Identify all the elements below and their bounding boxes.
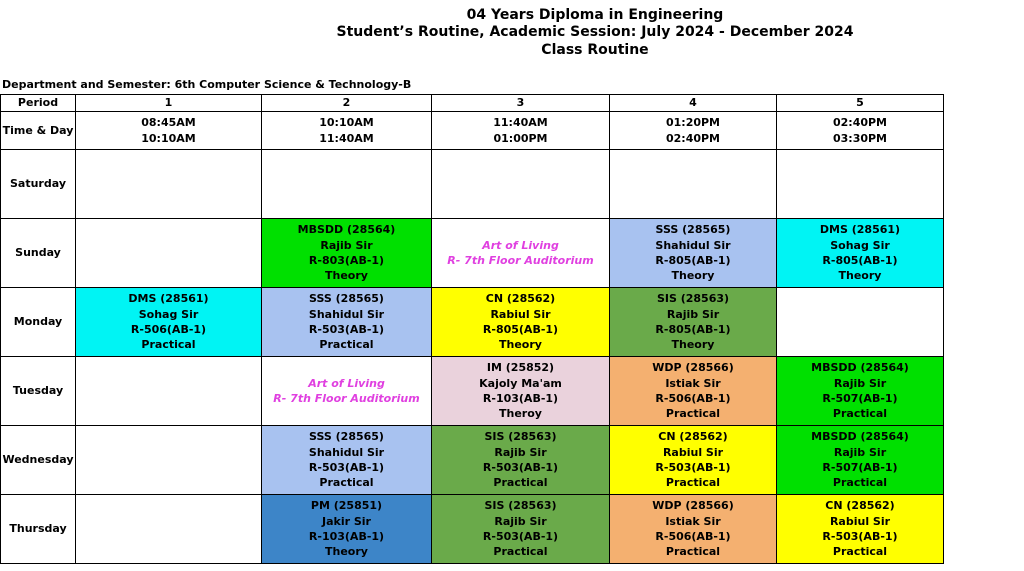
time-end: 03:30PM	[832, 131, 888, 145]
empty-cell	[262, 150, 432, 219]
class-cell-line: R-503(AB-1)	[482, 530, 559, 543]
period-time	[76, 112, 262, 150]
time-row	[1, 112, 944, 150]
class-cell-line: Practical	[832, 476, 888, 490]
class-cell-line: R-805(AB-1)	[655, 254, 731, 267]
class-cell	[432, 219, 610, 288]
class-cell	[76, 288, 262, 357]
empty-cell	[610, 150, 777, 219]
class-cell-line: Theory	[838, 269, 882, 283]
time-day-label: Time & Day	[1, 112, 76, 150]
day-label: Sunday	[1, 219, 76, 288]
class-cell-line: Shahidul Sir	[308, 445, 385, 459]
class-cell-line: Practical	[832, 407, 888, 421]
class-cell-line: R- 7th Floor Auditorium	[273, 392, 420, 405]
class-cell-line: Rabiul Sir	[829, 514, 891, 528]
class-cell-line: CN (28562)	[485, 292, 556, 306]
class-cell-line: R-507(AB-1)	[822, 461, 898, 474]
period-time	[432, 112, 610, 150]
class-cell	[432, 495, 610, 564]
class-cell	[777, 426, 944, 495]
class-cell-line: Theory	[671, 269, 715, 283]
class-cell-line: WDP (28566)	[652, 499, 734, 513]
class-cell	[262, 495, 432, 564]
class-cell	[262, 426, 432, 495]
class-cell-line: SIS (28563)	[656, 292, 730, 306]
class-cell	[610, 219, 777, 288]
class-cell-line: R-503(AB-1)	[822, 530, 898, 543]
class-cell-line: R-506(AB-1)	[655, 392, 731, 405]
class-cell-line: Istiak Sir	[665, 376, 721, 390]
class-cell-line: Shahidul Sir	[308, 307, 385, 321]
empty-cell	[432, 150, 610, 219]
time-end: 10:10AM	[141, 131, 196, 145]
class-cell-line: Rajib Sir	[666, 307, 720, 321]
empty-cell	[777, 288, 944, 357]
class-cell	[610, 288, 777, 357]
class-cell-line: Practical	[319, 476, 374, 490]
class-cell-line: SSS (28565)	[309, 292, 384, 306]
class-cell-line: R-803(AB-1)	[308, 254, 385, 267]
day-label: Tuesday	[1, 357, 76, 426]
class-cell-line: R-805(AB-1)	[822, 254, 898, 267]
class-cell-line: Practical	[665, 407, 721, 421]
class-cell-line: Istiak Sir	[665, 514, 721, 528]
day-row-sunday	[1, 219, 944, 288]
time-start: 10:10AM	[319, 116, 374, 130]
empty-cell	[76, 219, 262, 288]
class-cell-line: R-507(AB-1)	[822, 392, 898, 405]
class-cell	[777, 357, 944, 426]
title-session: Student’s Routine, Academic Session: July 2024 - December 2024	[336, 24, 854, 40]
class-cell	[777, 219, 944, 288]
class-cell	[432, 426, 610, 495]
class-cell-line: Rajib Sir	[494, 445, 547, 459]
day-row-wednesday	[1, 426, 944, 495]
class-cell-line: PM (25851)	[310, 499, 383, 513]
class-cell	[777, 495, 944, 564]
class-cell-line: Rajib Sir	[833, 376, 887, 390]
day-row-saturday	[1, 150, 944, 219]
time-end: 01:00PM	[493, 131, 548, 145]
class-cell-line: Art of Living	[308, 376, 385, 390]
period-time	[777, 112, 944, 150]
title-class-routine: Class Routine	[541, 42, 649, 58]
time-start: 02:40PM	[832, 116, 888, 130]
class-cell-line: R-503(AB-1)	[308, 323, 385, 336]
class-cell-line: CN (28562)	[825, 499, 895, 513]
day-row-monday	[1, 288, 944, 357]
class-cell-line: DMS (28561)	[819, 223, 901, 237]
class-cell-line: Practical	[665, 545, 721, 559]
period-number: 2	[262, 95, 432, 112]
class-cell-line: Practical	[493, 476, 548, 490]
time-start: 01:20PM	[665, 116, 721, 130]
period-number: 1	[76, 95, 262, 112]
day-label: Monday	[1, 288, 76, 357]
class-cell-line: MBSDD (28564)	[811, 361, 909, 375]
empty-cell	[777, 150, 944, 219]
class-cell-line: MBSDD (28564)	[297, 223, 396, 237]
class-cell-line: Practical	[493, 545, 548, 559]
class-cell-line: SIS (28563)	[484, 499, 557, 513]
class-cell-line: Sohag Sir	[830, 238, 890, 252]
class-cell-line: Rajib Sir	[494, 514, 547, 528]
day-row-tuesday	[1, 357, 944, 426]
class-cell	[262, 357, 432, 426]
class-cell-line: WDP (28566)	[652, 361, 734, 375]
class-cell-line: R-805(AB-1)	[482, 323, 559, 336]
day-label: Wednesday	[1, 426, 76, 495]
class-cell-line: Jakir Sir	[322, 514, 371, 528]
class-cell-line: R-506(AB-1)	[130, 323, 207, 336]
class-cell-line: MBSDD (28564)	[811, 430, 909, 444]
period-label: Period	[1, 95, 76, 112]
class-cell-line: Theory	[671, 338, 715, 352]
class-cell	[262, 288, 432, 357]
time-start: 11:40AM	[493, 116, 548, 130]
class-cell-line: R-805(AB-1)	[655, 323, 731, 336]
day-label: Saturday	[1, 150, 76, 219]
class-cell-line: CN (28562)	[658, 430, 728, 444]
period-number: 5	[777, 95, 944, 112]
class-cell-line: DMS (28561)	[128, 292, 209, 306]
class-cell-line: R-506(AB-1)	[655, 530, 731, 543]
class-cell-line: Sohag Sir	[138, 307, 199, 321]
class-cell	[432, 357, 610, 426]
class-cell-line: Rabiul Sir	[662, 445, 724, 459]
class-cell	[610, 495, 777, 564]
empty-cell	[76, 150, 262, 219]
period-time	[610, 112, 777, 150]
title-diploma: 04 Years Diploma in Engineering	[466, 7, 724, 23]
empty-cell	[76, 495, 262, 564]
time-end: 11:40AM	[319, 131, 374, 145]
class-cell-line: Art of Living	[482, 238, 559, 252]
class-cell	[432, 288, 610, 357]
class-cell-line: R-103(AB-1)	[482, 392, 559, 405]
class-cell	[262, 219, 432, 288]
class-cell-line: Practical	[832, 545, 888, 559]
routine-table	[0, 94, 944, 564]
class-cell-line: Practical	[319, 338, 374, 352]
class-cell-line: R-103(AB-1)	[308, 530, 385, 543]
period-time	[262, 112, 432, 150]
class-cell-line: Theory	[325, 545, 368, 559]
class-cell-line: R-503(AB-1)	[482, 461, 559, 474]
time-start: 08:45AM	[141, 116, 196, 130]
class-cell-line: R- 7th Floor Auditorium	[447, 254, 594, 267]
class-cell-line: Theory	[499, 338, 542, 352]
class-cell-line: Practical	[141, 338, 196, 352]
day-row-thursday	[1, 495, 944, 564]
class-cell-line: Rabiul Sir	[490, 307, 551, 321]
class-cell-line: Rajib Sir	[320, 238, 373, 252]
period-number: 4	[610, 95, 777, 112]
period-row	[1, 95, 944, 112]
class-cell-line: Theory	[325, 269, 368, 283]
class-cell	[610, 357, 777, 426]
empty-cell	[76, 426, 262, 495]
class-cell-line: R-503(AB-1)	[655, 461, 731, 474]
day-label: Thursday	[1, 495, 76, 564]
period-number: 3	[432, 95, 610, 112]
class-cell-line: IM (25852)	[486, 361, 555, 375]
class-cell-line: SSS (28565)	[309, 430, 384, 444]
empty-cell	[76, 357, 262, 426]
time-end: 02:40PM	[665, 131, 721, 145]
class-cell-line: Shahidul Sir	[655, 238, 731, 252]
class-cell-line: Practical	[665, 476, 721, 490]
class-cell-line: SSS (28565)	[655, 223, 731, 237]
class-cell-line: Kajoly Ma'am	[479, 376, 562, 390]
department-semester: Department and Semester: 6th Computer Science & Technology-B	[2, 78, 412, 91]
class-cell-line: Rajib Sir	[833, 445, 887, 459]
class-cell-line: R-503(AB-1)	[308, 461, 385, 474]
class-cell	[610, 426, 777, 495]
class-cell-line: Theroy	[499, 407, 542, 421]
class-cell-line: SIS (28563)	[484, 430, 557, 444]
